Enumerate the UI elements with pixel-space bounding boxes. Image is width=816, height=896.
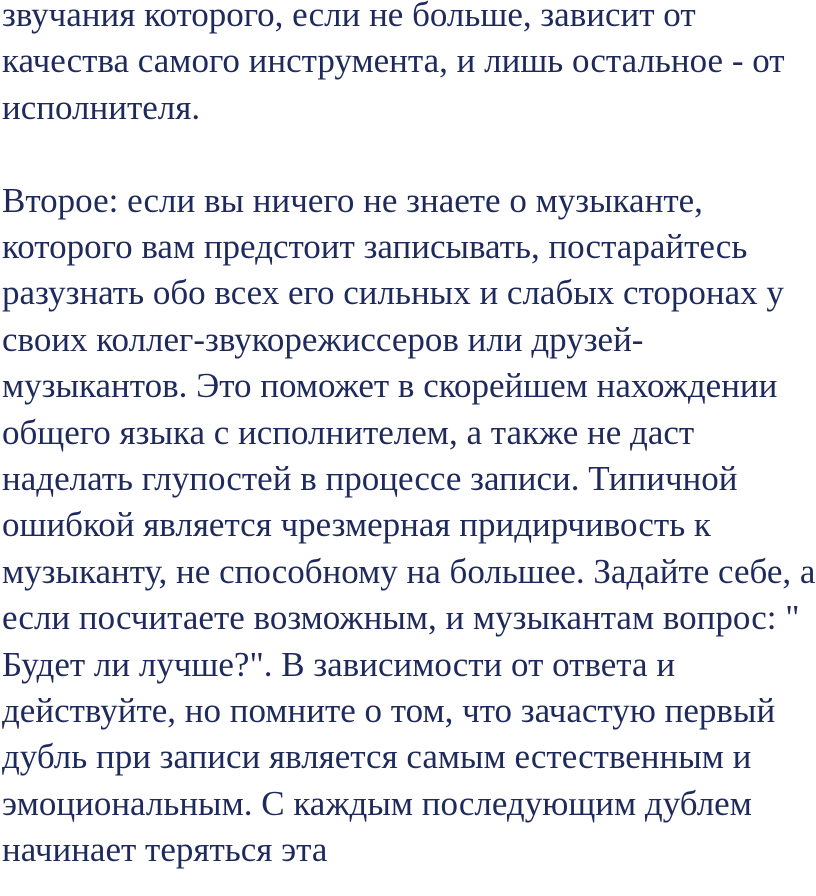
text-line: дубль при записи является самым естественным и — [2, 737, 752, 777]
text-line: качества самого инструмента, и лишь остальное - от — [2, 41, 785, 81]
paragraph-1 — [2, 0, 816, 131]
text-line: музыканту, не способному на большее. Задайте себе, а — [2, 551, 816, 591]
text-line: музыкантов. Это поможет в скорейшем нахождении — [2, 366, 778, 406]
text-line: Будет ли лучше?". В зависимости от ответа и — [2, 644, 676, 684]
text-line: которого вам предстоит записывать, постарайтесь — [2, 227, 748, 267]
text-line: начинает теряться эта — [2, 830, 328, 870]
text-line: если посчитаете возможным, и музыкантам вопрос: " — [2, 598, 800, 638]
text-line: эмоциональным. С каждым последующим дублем — [2, 783, 752, 823]
text-line: разузнать обо всех его сильных и слабых сторонах у — [2, 273, 784, 313]
paragraph-spacer — [2, 131, 816, 177]
text-line: исполнителя. — [2, 87, 201, 127]
text-line: общего языка с исполнителем, а также не даст — [2, 412, 695, 452]
text-line: Второе: если вы ничего не знаете о музыканте, — [2, 180, 703, 220]
text-line: звучания которого, если не больше, зависит от — [2, 0, 696, 34]
text-line: наделать глупостей в процессе записи. Типичной — [2, 459, 738, 499]
paragraph-2 — [2, 178, 816, 874]
text-line: ошибкой является чрезмерная придирчивость к — [2, 505, 711, 545]
text-line: действуйте, но помните о том, что зачастую первый — [2, 691, 776, 731]
text-line: своих коллег-звукорежиссеров или друзей- — [2, 319, 644, 359]
